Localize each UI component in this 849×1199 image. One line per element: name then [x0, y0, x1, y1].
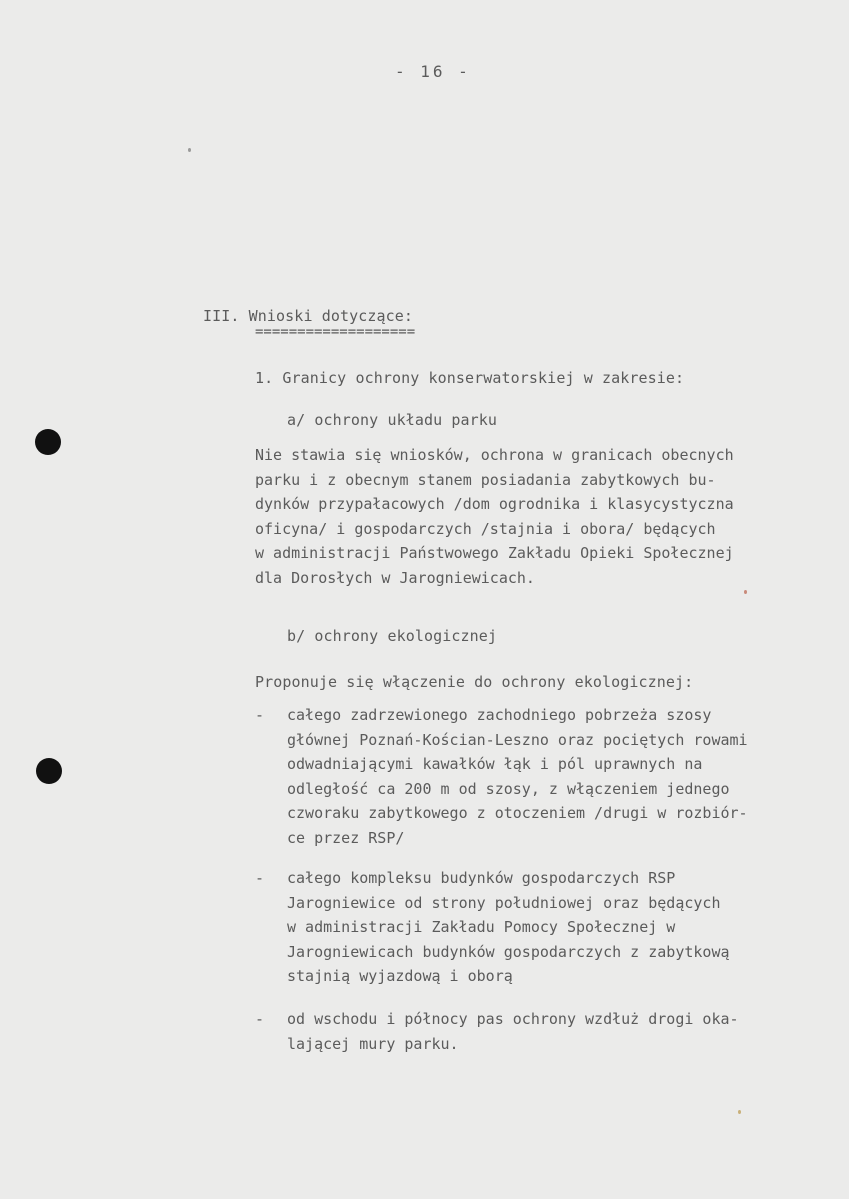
- punch-hole-bottom: [36, 758, 62, 784]
- paragraph-line: oficyna/ i gospodarczych /stajnia i obora/ będących: [255, 519, 716, 538]
- bullet-line: od wschodu i północy pas ochrony wzdłuż drogi oka-: [287, 1010, 739, 1028]
- paper-speck: [188, 148, 191, 152]
- punch-hole-top: [35, 429, 61, 455]
- bullet-dash: -: [255, 706, 265, 724]
- bullet-dash: -: [255, 1010, 265, 1028]
- bullet-line: całego kompleksu budynków gospodarczych RSP: [287, 869, 676, 887]
- bullet-line: lającej mury parku.: [287, 1034, 459, 1053]
- bullet-line: stajnią wyjazdową i oborą: [287, 967, 513, 986]
- section-title-underline: ===================: [255, 324, 416, 340]
- bullet-item: [287, 866, 730, 989]
- subsection-a-heading: a/ ochrony układu parku: [287, 411, 498, 429]
- bullet-line: całego zadrzewionego zachodniego pobrzeża szosy: [287, 706, 712, 724]
- section-title: III. Wnioski dotyczące:: [203, 307, 414, 325]
- bullet-line: czworaku zabytkowego z otoczeniem /drugi w rozbiór-: [287, 804, 748, 823]
- subsection-b-intro: Proponuje się włączenie do ochrony ekologicznej:: [255, 673, 694, 691]
- bullet-line: odwadniającymi kawałków łąk i pól uprawnych na: [287, 755, 703, 774]
- paragraph-line: parku i z obecnym stanem posiadania zabytkowych bu-: [255, 470, 716, 489]
- page-number: - 16 -: [395, 62, 471, 81]
- paragraph-line: dynków przypałacowych /dom ogrodnika i klasycystyczna: [255, 495, 734, 514]
- paragraph-line: dla Dorosłych w Jarogniewicach.: [255, 568, 535, 587]
- bullet-line: ce przez RSP/: [287, 828, 405, 847]
- paragraph-line: w administracji Państwowego Zakładu Opieki Społecznej: [255, 544, 734, 563]
- bullet-line: w administracji Zakładu Pomocy Społecznej w: [287, 918, 676, 937]
- bullet-item: [287, 703, 748, 851]
- bullet-item: [287, 1007, 739, 1056]
- subsection-a-paragraph: [255, 443, 734, 591]
- paper-speck: [744, 590, 747, 594]
- subsection-b-heading: b/ ochrony ekologicznej: [287, 627, 498, 645]
- bullet-line: odległość ca 200 m od szosy, z włączeniem jednego: [287, 779, 730, 798]
- bullet-dash: -: [255, 869, 265, 887]
- paragraph-line: Nie stawia się wniosków, ochrona w granicach obecnych: [255, 446, 734, 464]
- bullet-line: głównej Poznań-Kościan-Leszno oraz pociętych rowami: [287, 730, 748, 749]
- paper-speck: [738, 1110, 741, 1114]
- bullet-line: Jarogniewice od strony południowej oraz będących: [287, 893, 721, 912]
- item-heading: 1. Granicy ochrony konserwatorskiej w zakresie:: [255, 369, 685, 387]
- bullet-line: Jarogniewicach budynków gospodarczych z zabytkową: [287, 942, 730, 961]
